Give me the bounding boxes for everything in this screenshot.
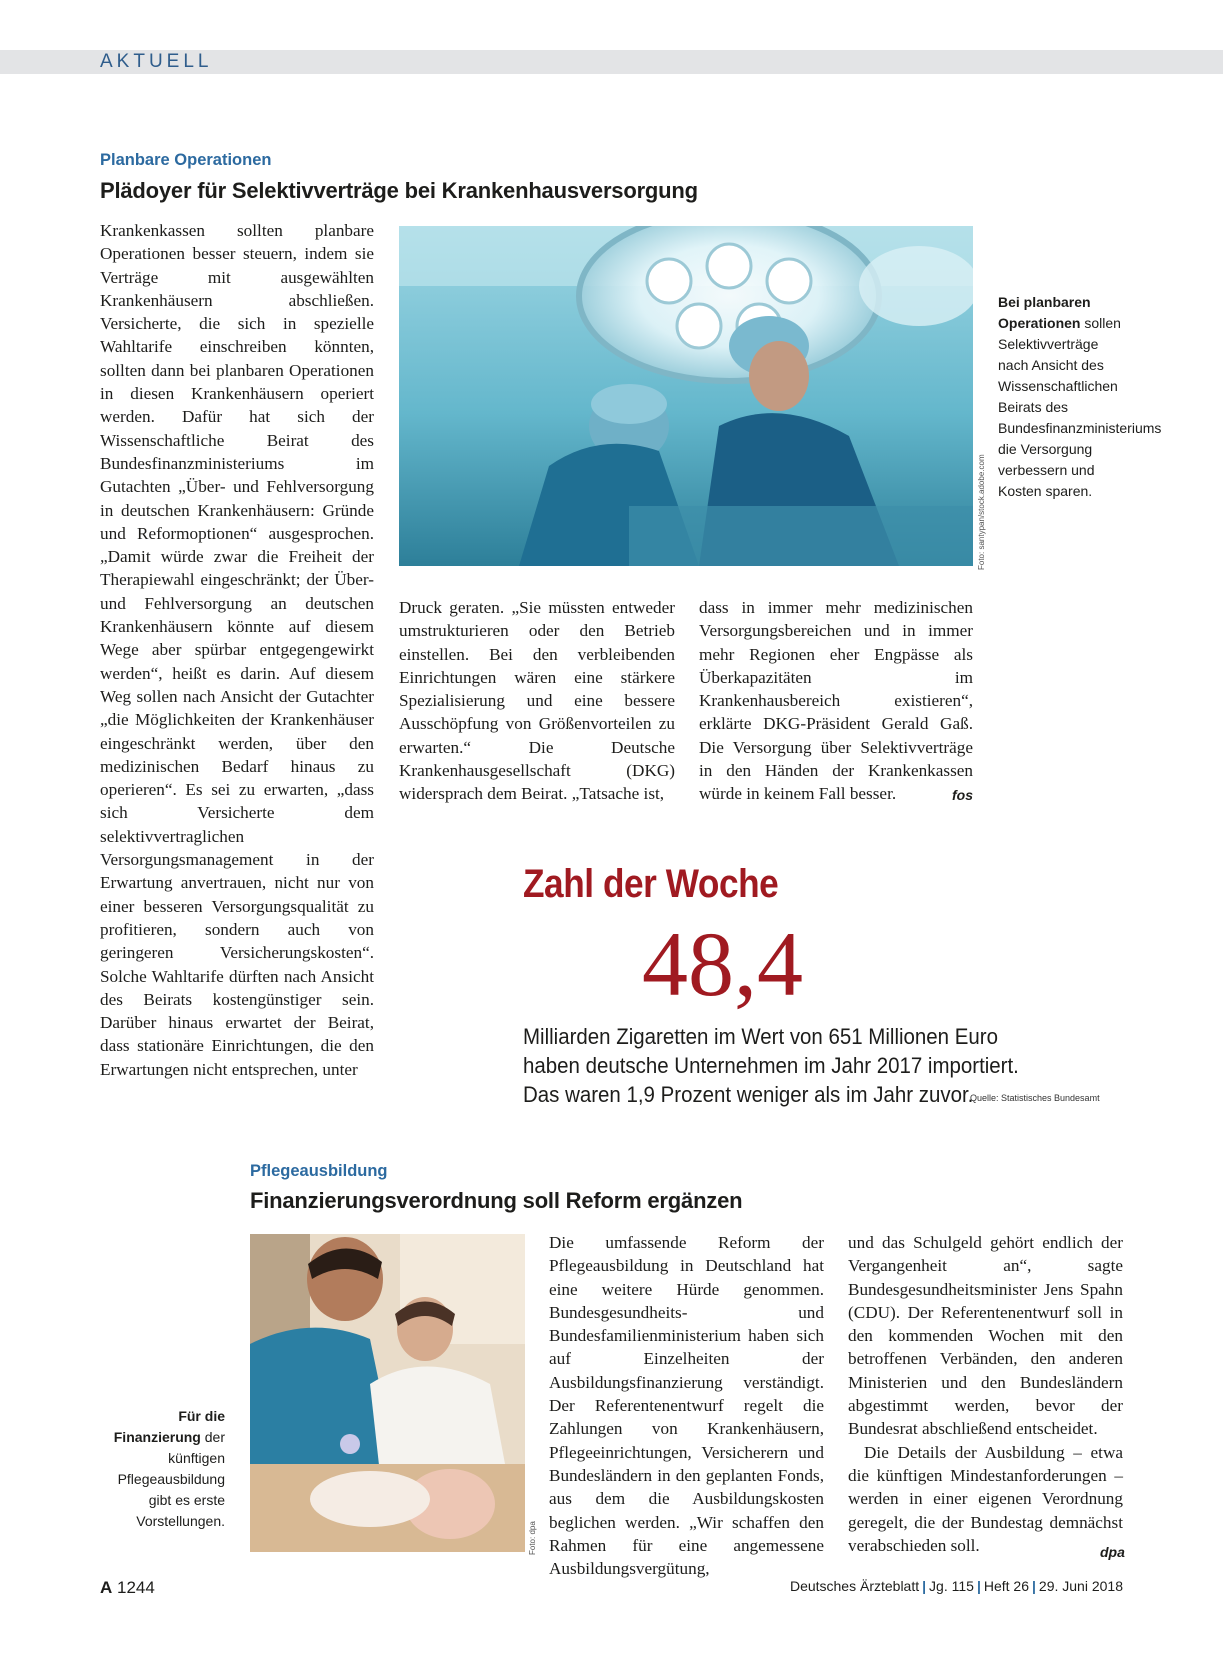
page-prefix: A (100, 1578, 113, 1597)
article2-col2-p1: und das Schulgeld gehört endlich der Vergangenheit an“, sagte Bundesgesundheitsminister Jens Spahn (CDU). Der Referentenentwurf soll in den kommenden Wochen mit den betroffenen Verbänden, den anderen Ministerien und den Bundesländern abgestimmt werden, bevor der Bundesrat abschließend entscheidet. (848, 1233, 1123, 1439)
page-number (100, 1578, 155, 1598)
article2-kicker: Pflegeausbildung (250, 1162, 388, 1180)
article1-caption-bold: Bei planbaren Operationen (998, 294, 1091, 331)
article1-signature: fos (952, 787, 973, 803)
article1-col1-text: Krankenkassen sollten planbare Operationen besser steuern, indem sie Verträge mit ausgewählten Krankenhäusern abschließen. Versicherte, die sich in spezielle Wahltarife einschreiben könnten, sollten dann bei planbaren Operationen in diesen Krankenhäusern operiert werden. Dafür hat sich der Wissenschaftliche Beirat des Bundesfinanzministeriums im Gutachten „Über- und Fehlversorgung in deutschen Krankenhäusern: Gründe und Reformoptionen“ ausgesprochen. „Damit würde zwar die Freiheit der Therapiewahl eingeschränkt; der Über- und Fehlversorgung an deutschen Krankenhäusern könnte auf diesem Wege aber spürbar entgegengewirkt werden“, heißt es darin. Auf diesem Weg sollen nach Ansicht der Gutachter „die Möglichkeiten der Krankenhäuser eingeschränkt werden, über den medizinischen Bedarf hinaus zu operieren“. Es sei zu erwarten, „dass sich Versicherte dem selektivvertraglichen Versorgungsmanagement in der Erwartung anvertrauen, nicht nur von einer besseren Versorgungsqualität zu profitieren, sondern auch von geringeren Versicherungskosten“. Solche Wahltarife dürften nach Ansicht des Beirats kostengünstiger sein. Darüber hinaus erwartet der Beirat, dass stationäre Einrichtungen, die den Erwartungen nicht entsprechen, unter (100, 221, 374, 1079)
article2-column-1 (549, 1231, 824, 1580)
article1-caption-text: sollen Selektivverträge nach Ansicht des Wissenschaftlichen Beirats des Bundesfinanzministeriums die Versorgung verbessern und Kosten sparen. (998, 315, 1162, 499)
article1-caption (998, 292, 1162, 502)
article1-col3-text: dass in immer mehr medizinischen Versorgungsbereichen und in immer mehr Regionen eher Engpässe als Überkapazitäten im Krankenhausbereich existieren“, erklärte DKG-Präsident Gerald Gaß. Die Versorgung über Selektivverträge in den Händen der Krankenkassen würde in keinem Fall besser. (699, 598, 973, 804)
article1-title: Plädoyer für Selektivverträge bei Krankenhausversorgung (100, 178, 698, 203)
article2-column-2 (848, 1231, 1123, 1557)
article2-signature: dpa (1100, 1544, 1125, 1560)
article2-col1-text: Die umfassende Reform der Pflegeausbildung in Deutschland hat eine weitere Hürde genommen. Bundesgesundheits- und Bundesfamilienministerium haben sich auf Einzelheiten der Ausbildungsfinanzierung verständigt. Der Referentenentwurf regelt die Zahlungen von Krankenhäusern, Pflegeeinrichtungen, Versicherern und Bundesländern in den geplanten Fonds, aus dem die Ausbildungskosten beglichen werden. „Wir schaffen den Rahmen für eine angemessene Ausbildungsvergütung, (549, 1233, 824, 1579)
journal-volume: Jg. 115 (929, 1578, 974, 1594)
zahl-der-woche-number: 48,4 (642, 913, 803, 1015)
journal-issue: Heft 26 (983, 1578, 1029, 1594)
section-label: AKTUELL (100, 51, 213, 72)
article1-column-1 (100, 219, 374, 1089)
nursing-photo (250, 1234, 525, 1552)
zahl-der-woche-text: Milliarden Zigaretten im Wert von 651 Millionen Euro haben deutsche Unternehmen im Jahr 2017 importiert. Das waren 1,9 Prozent weniger als im Jahr zuvor. (523, 1024, 1019, 1107)
article1-column-2 (399, 596, 675, 806)
surgery-image (399, 226, 973, 566)
journal-name: Deutsches Ärzteblatt (789, 1578, 920, 1594)
zahl-der-woche-source: Quelle: Statistisches Bundesamt (970, 1093, 1100, 1103)
surgery-photo (399, 226, 973, 566)
article2-photo-credit: Foto: dpa (528, 1521, 537, 1555)
article2-col2-p2: Die Details der Ausbildung – etwa die künftigen Mindestanforderungen – werden in einer eigenen Verordnung geregelt, die der Bundestag demnächst verabschieden soll. (848, 1442, 1123, 1555)
zahl-der-woche-title: Zahl der Woche (523, 862, 779, 906)
journal-date: 29. Juni 2018 (1038, 1578, 1123, 1594)
page-number-value: 1244 (117, 1578, 155, 1597)
article2-caption-bold: Für die Finanzierung (113, 1408, 225, 1445)
article1-column-3 (699, 596, 973, 806)
nursing-image (250, 1234, 525, 1552)
article2-title: Finanzierungsverordnung soll Reform ergänzen (250, 1188, 743, 1213)
article2-caption-text: der künftigen Pflegeausbildung gibt es erste Vorstellungen. (117, 1429, 225, 1529)
article1-photo-credit: Foto: santypan/stock.adobe.com (977, 454, 986, 570)
article1-kicker: Planbare Operationen (100, 151, 272, 169)
article2-caption (100, 1406, 225, 1532)
journal-info: Deutsches Ärzteblatt | Jg. 115 | Heft 26 | 29. Juni 2018 (789, 1578, 1123, 1594)
article1-col2-text: Druck geraten. „Sie müssten entweder umstrukturieren oder den Betrieb einstellen. Bei den verbleibenden Einrichtungen wären eine stärkere Spezialisierung und eine bessere Ausschöpfung von Größenvorteilen zu erwarten.“ Die Deutsche Krankenhausgesellschaft (DKG) widersprach dem Beirat. „Tatsache ist, (399, 598, 675, 804)
